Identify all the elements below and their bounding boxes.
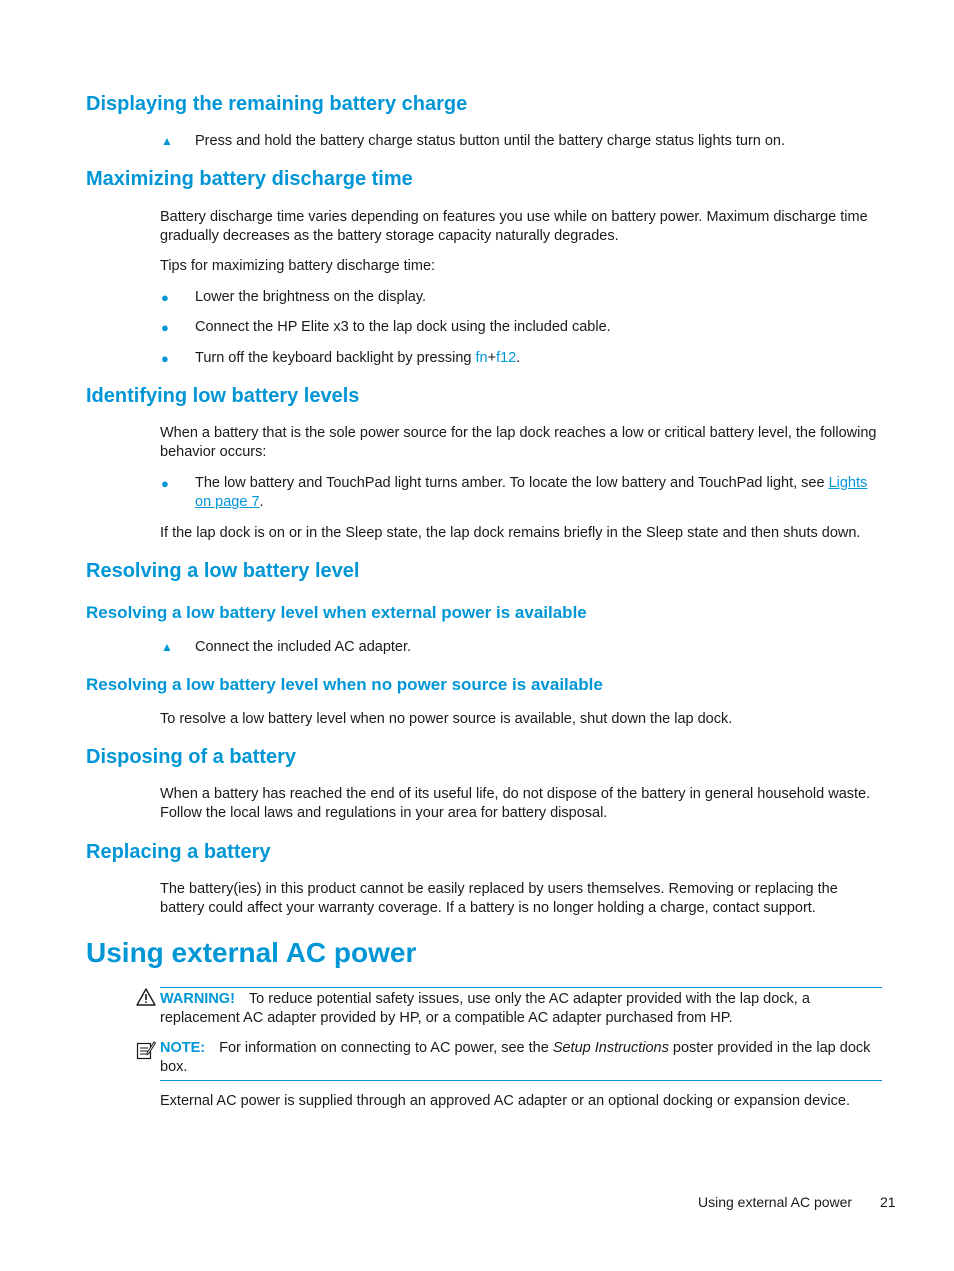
warning-triangle-icon: [136, 988, 156, 1006]
bullet-dot-icon: ●: [161, 290, 169, 305]
key-f12: f12: [496, 350, 517, 366]
step-connect-adapter: Connect the included AC adapter.: [195, 639, 412, 655]
divider-bottom: [160, 1080, 882, 1081]
bullet-dot-icon: ●: [161, 320, 169, 335]
warning-text: To reduce potential safety issues, use only the AC adapter provided with the lap dock, a replacement AC adapter provided by HP, or a compatible AC adapter purchased from HP.: [160, 991, 810, 1026]
triangle-step-icon: ▲: [161, 134, 173, 148]
period: .: [516, 350, 521, 366]
heading-disposing-battery: Disposing of a battery: [86, 746, 297, 768]
link-lights-page-7[interactable]: Lights on page 7: [195, 475, 868, 510]
heading-maximizing-discharge: Maximizing battery discharge time: [86, 168, 413, 190]
list-item-brightness: Lower the brightness on the display.: [195, 289, 427, 305]
note-callout: [160, 1039, 880, 1077]
note-text-prefix: For information on connecting to AC power, see the: [219, 1040, 553, 1056]
bullet-dot-icon: ●: [161, 351, 169, 366]
heading-resolving-low-battery: Resolving a low battery level: [86, 560, 360, 582]
note-label: NOTE:: [160, 1040, 206, 1056]
warning-label: WARNING!: [160, 991, 235, 1007]
amber-light-text: The low battery and TouchPad light turns amber. To locate the low battery and TouchPad light, see: [195, 475, 829, 491]
key-fn: fn: [475, 350, 488, 366]
step-press-button: Press and hold the battery charge status button until the battery charge status lights turn on.: [195, 133, 786, 149]
bullet-dot-icon: ●: [161, 476, 169, 491]
warning-callout: [160, 990, 880, 1028]
heading-replacing-battery: Replacing a battery: [86, 841, 271, 863]
heading-identifying-low-battery: Identifying low battery levels: [86, 385, 360, 407]
subheading-external-power: Resolving a low battery level when external power is available: [86, 603, 587, 622]
triangle-step-icon: ▲: [161, 640, 173, 654]
list-item-amber-light: [195, 474, 885, 512]
paragraph-shut-down: To resolve a low battery level when no power source is available, shut down the lap dock.: [160, 711, 733, 727]
paragraph-replacement: The battery(ies) in this product cannot be easily replaced by users themselves. Removing or replacing the battery could affect your warranty coverage. If a battery is no longer holding a charge, contact support.: [160, 881, 838, 916]
footer-chapter-title: Using external AC power: [698, 1194, 853, 1210]
paragraph-tips-intro: Tips for maximizing battery discharge time:: [160, 258, 436, 274]
backlight-text: Turn off the keyboard backlight by pressing: [195, 350, 476, 366]
setup-instructions-title: Setup Instructions: [552, 1040, 669, 1056]
heading-using-external-ac-power: Using external AC power: [86, 937, 417, 968]
key-plus: +: [487, 350, 497, 366]
paragraph-external-ac: External AC power is supplied through an approved AC adapter or an optional docking or expansion device.: [160, 1093, 850, 1109]
paragraph-discharge-time: Battery discharge time varies depending on features you use while on battery power. Maximum discharge time gradually decreases as the battery storage capacity naturally degrades.: [160, 209, 868, 244]
footer-page-number: 21: [880, 1194, 896, 1210]
note-pad-icon: [136, 1040, 156, 1060]
period: .: [259, 494, 264, 510]
paragraph-low-battery-behavior: When a battery that is the sole power source for the lap dock reaches a low or critical battery level, the following behavior occurs:: [160, 425, 877, 460]
list-item-keyboard-backlight: [195, 349, 885, 368]
paragraph-sleep-state: If the lap dock is on or in the Sleep state, the lap dock remains briefly in the Sleep state and then shuts down.: [160, 525, 861, 541]
divider-top: [160, 987, 882, 988]
note-text-suffix: poster provided in the lap dock box.: [160, 1040, 871, 1075]
heading-displaying-battery-charge: Displaying the remaining battery charge: [86, 93, 468, 115]
list-item-connect-cable: Connect the HP Elite x3 to the lap dock using the included cable.: [195, 319, 611, 335]
paragraph-disposal: When a battery has reached the end of its useful life, do not dispose of the battery in general household waste. Follow the local laws and regulations in your area for battery disposal.: [160, 786, 871, 821]
subheading-no-power-source: Resolving a low battery level when no power source is available: [86, 675, 603, 694]
